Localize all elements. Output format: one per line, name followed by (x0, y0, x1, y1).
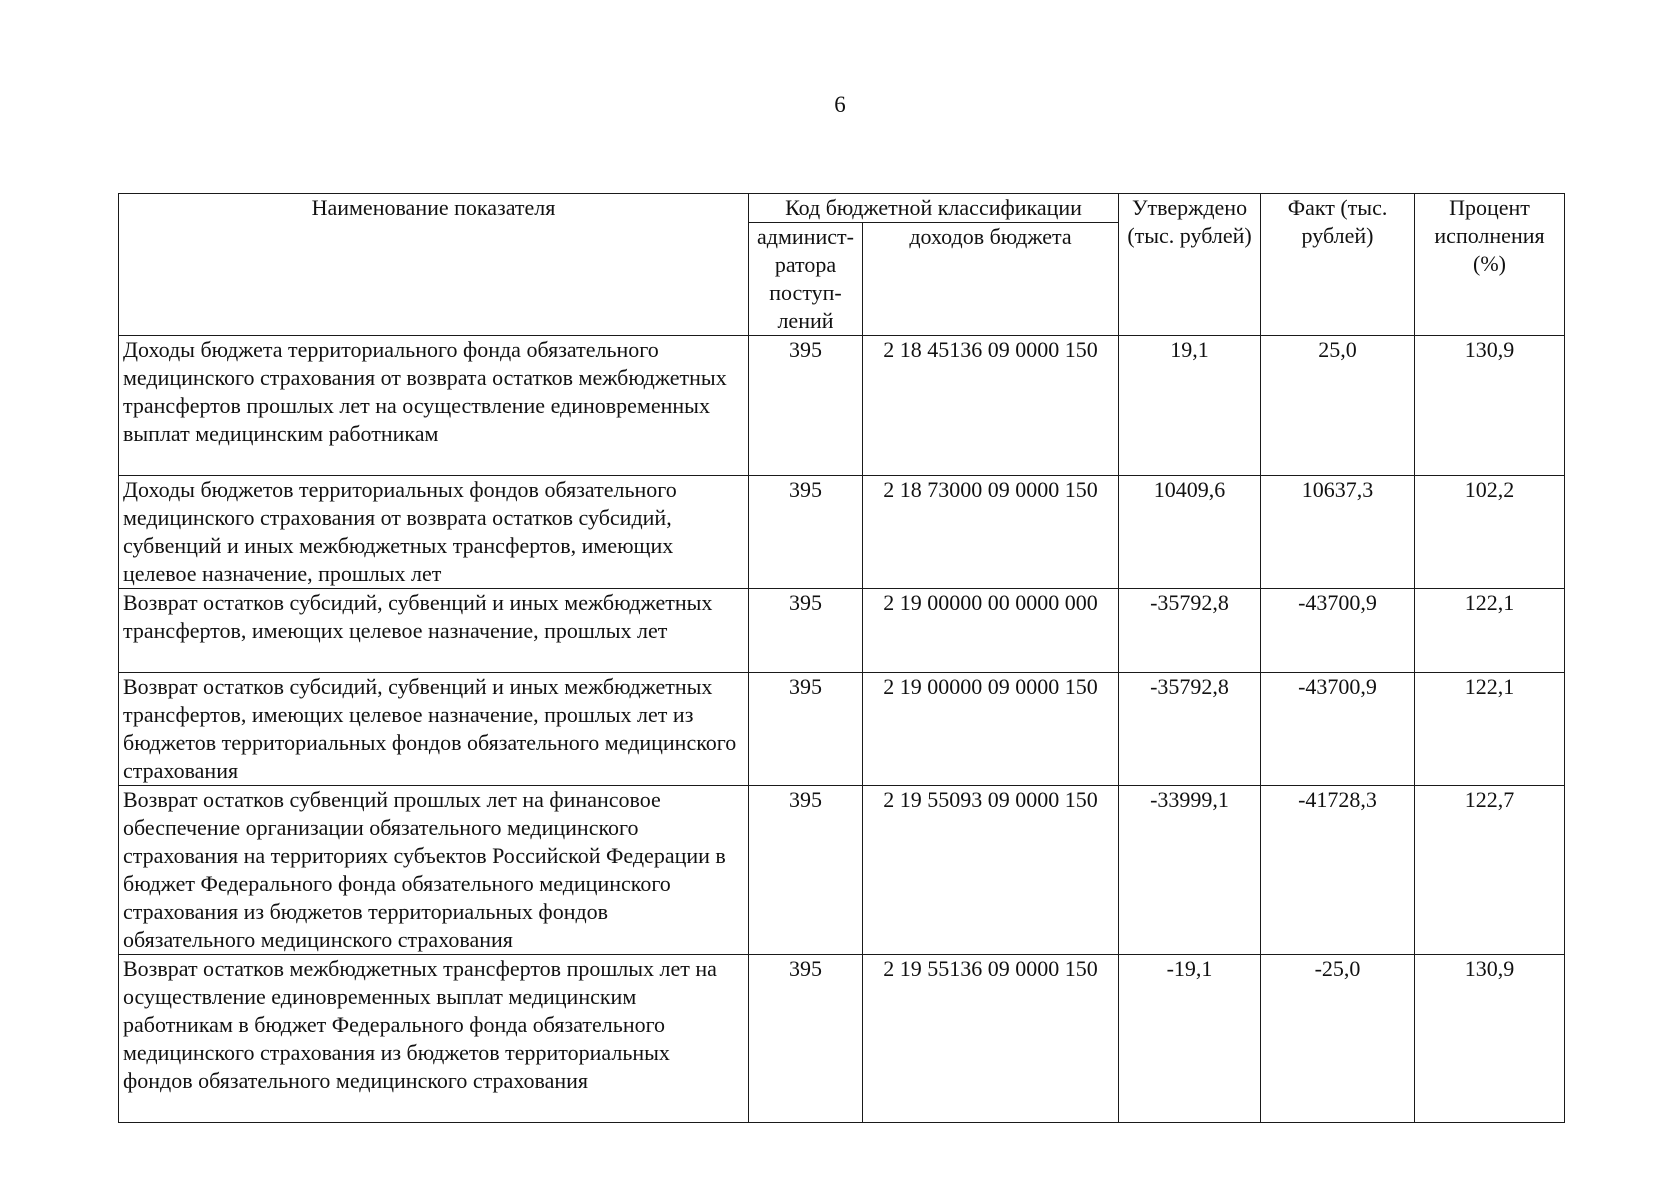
row-fact: 10637,3 (1261, 476, 1415, 589)
row-percent: 130,9 (1415, 955, 1565, 1123)
header-fact: Факт (тыс. рублей) (1261, 194, 1415, 336)
row-approved: 19,1 (1119, 336, 1261, 476)
page-number: 6 (834, 92, 846, 117)
row-percent: 122,1 (1415, 673, 1565, 786)
row-admin: 395 (749, 955, 863, 1123)
header-code-group: Код бюджетной классификации (749, 194, 1119, 223)
row-code: 2 19 00000 09 0000 150 (863, 673, 1119, 786)
row-approved: 10409,6 (1119, 476, 1261, 589)
row-name: Возврат остатков субвенций прошлых лет на финансовое обеспечение организации обязательного медицинского страхования на территориях субъектов Российской Федерации в бюджет Федерального фонда обязательного медицинского страхования из бюджетов территориальных фондов обязательного медицинского страхования (119, 786, 749, 955)
row-admin: 395 (749, 589, 863, 673)
row-fact: 25,0 (1261, 336, 1415, 476)
header-admin: админист-ратора поступ-лений (749, 223, 863, 336)
row-percent: 130,9 (1415, 336, 1565, 476)
header-revenue: доходов бюджета (863, 223, 1119, 336)
row-admin: 395 (749, 786, 863, 955)
row-name: Доходы бюджета территориального фонда обязательного медицинского страхования от возврата остатков межбюджетных трансфертов прошлых лет на осуществление единовременных выплат медицинским работникам (119, 336, 749, 476)
row-admin: 395 (749, 476, 863, 589)
row-percent: 102,2 (1415, 476, 1565, 589)
row-percent: 122,1 (1415, 589, 1565, 673)
row-admin: 395 (749, 336, 863, 476)
budget-table (118, 193, 1565, 1123)
row-code: 2 19 00000 00 0000 000 (863, 589, 1119, 673)
row-fact: -43700,9 (1261, 589, 1415, 673)
row-approved: -35792,8 (1119, 589, 1261, 673)
header-name: Наименование показателя (119, 194, 749, 336)
row-approved: -35792,8 (1119, 673, 1261, 786)
header-percent: Процент исполнения (%) (1415, 194, 1565, 336)
row-name: Возврат остатков субсидий, субвенций и иных межбюджетных трансфертов, имеющих целевое назначение, прошлых лет (119, 589, 749, 673)
row-fact: -41728,3 (1261, 786, 1415, 955)
table-row (119, 786, 1565, 955)
table-row (119, 955, 1565, 1123)
row-fact: -25,0 (1261, 955, 1415, 1123)
row-code: 2 19 55093 09 0000 150 (863, 786, 1119, 955)
row-name: Доходы бюджетов территориальных фондов обязательного медицинского страхования от возврата остатков субсидий, субвенций и иных межбюджетных трансфертов, имеющих целевое назначение, прошлых лет (119, 476, 749, 589)
row-fact: -43700,9 (1261, 673, 1415, 786)
row-approved: -19,1 (1119, 955, 1261, 1123)
row-name: Возврат остатков межбюджетных трансфертов прошлых лет на осуществление единовременных выплат медицинским работникам в бюджет Федерального фонда обязательного медицинского страхования из бюджетов территориальных фондов обязательного медицинского страхования (119, 955, 749, 1123)
row-approved: -33999,1 (1119, 786, 1261, 955)
table-row (119, 673, 1565, 786)
table-row (119, 476, 1565, 589)
header-approved: Утверждено (тыс. рублей) (1119, 194, 1261, 336)
row-code: 2 19 55136 09 0000 150 (863, 955, 1119, 1123)
row-code: 2 18 73000 09 0000 150 (863, 476, 1119, 589)
table-row (119, 589, 1565, 673)
row-code: 2 18 45136 09 0000 150 (863, 336, 1119, 476)
row-name: Возврат остатков субсидий, субвенций и иных межбюджетных трансфертов, имеющих целевое назначение, прошлых лет из бюджетов территориальных фондов обязательного медицинского страхования (119, 673, 749, 786)
row-percent: 122,7 (1415, 786, 1565, 955)
table-row (119, 336, 1565, 476)
row-admin: 395 (749, 673, 863, 786)
